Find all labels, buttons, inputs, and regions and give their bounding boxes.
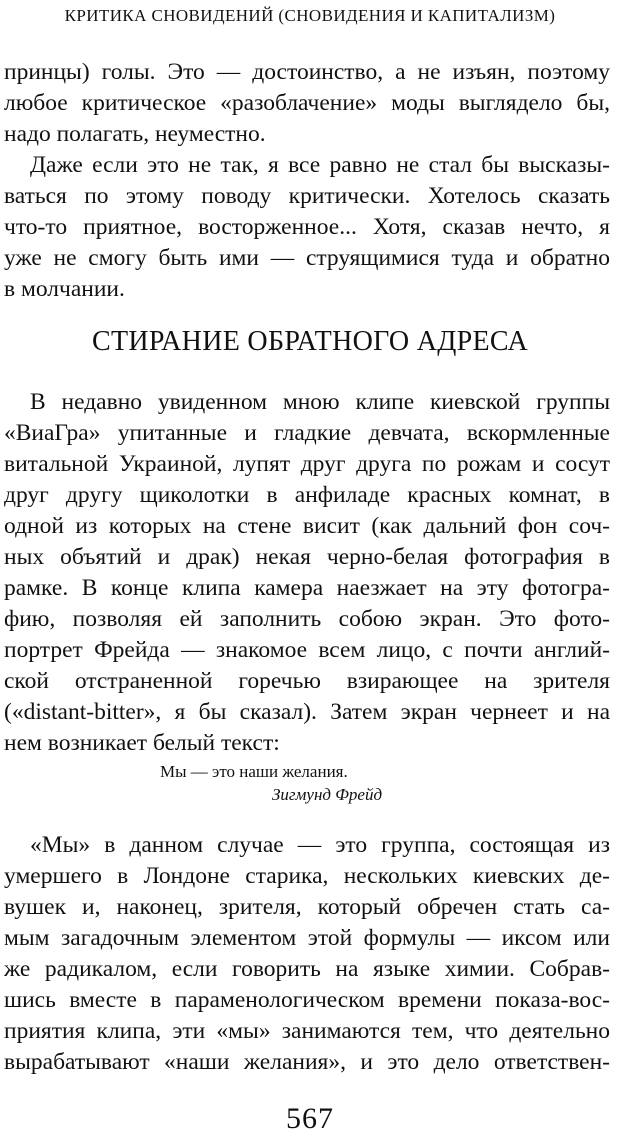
section-heading: СТИРАНИЕ ОБРАТНОГО АДРЕСА (91, 326, 529, 357)
text-line: портрет Фрейда — знакомое всем лицо, с почти англий- (4, 637, 610, 663)
text-line: уже не смогу быть ими — струящимися туда и обратно (4, 245, 610, 271)
text-line: надо полагать, неуместно. (4, 121, 266, 147)
text-line: «ВиаГра» упитанные и гладкие девчата, вскормленные (4, 420, 610, 446)
text-line: любое критическое «разоблачение» моды выглядело бы, (4, 90, 610, 116)
text-line: одной из которых на стене висит (как дальний фон соч- (4, 513, 610, 539)
paragraph-block-top (4, 57, 610, 305)
text-line: принцы) голы. Это — достоинство, а не изъян, поэтому (4, 59, 610, 85)
text-line: что-то приятное, восторженное... Хотя, сказав нечто, я (4, 214, 610, 240)
text-line: друг другу щиколотки в анфиладе красных комнат, в (4, 482, 610, 508)
text-line: приятия клипа, эти «мы» занимаются тем, что деятельно (4, 1018, 610, 1044)
text-line: В недавно увиденном мною клипе киевской группы (30, 389, 610, 415)
running-head: КРИТИКА СНОВИДЕНИЙ (СНОВИДЕНИЯ И КАПИТАЛИЗМ) (64, 6, 556, 25)
text-line: («distant-bitter», я бы сказал). Затем экран чернеет и на (4, 699, 610, 725)
text-line: витальной Украиной, лупят друг друга по рожам и сосут (4, 451, 610, 477)
text-line: «Мы» в данном случае — это группа, состоящая из (30, 832, 610, 858)
text-line: мым загадочным элементом этой формулы — иксом или (4, 925, 610, 951)
text-line: вырабатывают «наши желания», и это дело ответствен- (4, 1049, 610, 1075)
text-line: вушек и, наконец, зрителя, который обречен стать са- (4, 894, 610, 920)
paragraph-block-bottom (4, 830, 610, 1078)
text-line: Даже если это не так, я все равно не стал бы высказы- (30, 152, 610, 178)
epigraph-quote: Мы — это наши желания. (160, 762, 348, 781)
epigraph-author: Зигмунд Фрейд (272, 785, 383, 804)
text-line: ваться по этому поводу критически. Хотелось сказать (4, 183, 610, 209)
text-line: ных объятий и драк) некая черно-белая фотография в (4, 544, 610, 570)
page-number: 567 (286, 1102, 334, 1135)
text-line: шись вместе в параменологическом времени показа-вос- (4, 987, 610, 1013)
text-line: умершего в Лондоне старика, нескольких киевских де- (4, 863, 610, 889)
text-line: нем возникает белый текст: (4, 730, 280, 756)
text-line: фию, позволяя ей заполнить собою экран. Это фото- (4, 606, 610, 632)
text-line: в молчании. (4, 276, 125, 302)
paragraph-block-middle (4, 387, 610, 759)
text-line: же радикалом, если говорить на языке химии. Собрав- (4, 956, 610, 982)
text-line: рамке. В конце клипа камера наезжает на эту фотогра- (4, 575, 610, 601)
text-line: ской отстраненной горечью взирающее на зрителя (4, 668, 610, 694)
